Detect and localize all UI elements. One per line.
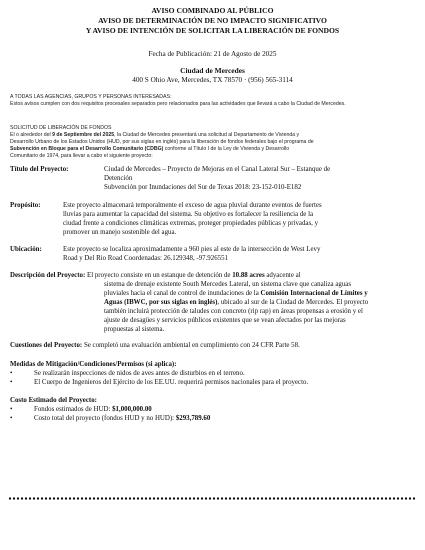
purpose-line-2: lluvias para aumentar la capacidad del sistema. Su objetivo es fortalecer la resiliencia de la bbox=[63, 211, 314, 218]
location-label: Ubicación: bbox=[10, 246, 42, 253]
description-line-5: también incluirá protección de taludes con concreto (rip rap) en áreas propensas a erosión y el bbox=[104, 308, 363, 315]
description-line-1: Descripción del Proyecto: El proyecto consiste en un estanque de detención de 10.88 acres adyacente al bbox=[10, 272, 301, 279]
purpose-line-1: Este proyecto almacenará temporalmente el exceso de agua pluvial durante eventos de fuertes bbox=[63, 202, 322, 209]
location-line-1: Este proyecto se localiza aproximadamente a 960 pies al este de la intersección de West Levy bbox=[63, 246, 321, 253]
rrof-line-1: El o alrededor del 9 de Septiembre del 2025, la Ciudad de Mercedes presentará una solicitud al Departamento de Vivienda y bbox=[10, 132, 300, 138]
project-title-line-3: Subvención por Inundaciones del Sur de Texas 2018: 23-152-010-E182 bbox=[104, 184, 302, 191]
bullet-icon: • bbox=[10, 406, 13, 413]
mitigation-item-1: Se realizarán inspecciones de nidos de aves antes de disturbios en el terreno. bbox=[34, 370, 245, 377]
bullet-icon: • bbox=[10, 415, 13, 422]
rrof-line-4: Comunitario de 1974, para llevar a cabo el siguiente proyecto: bbox=[10, 153, 153, 159]
org-name: Ciudad de Mercedes bbox=[180, 66, 245, 75]
cost-item-2: Costo total del proyecto (fondos HUD y no HUD): $293,789.60 bbox=[34, 415, 211, 422]
location-line-2: Road y Del Rio Road Coordenadas: 26.129348, -97.926551 bbox=[63, 255, 228, 262]
bullet-icon: • bbox=[10, 379, 13, 386]
mitigation-heading: Medidas de Mitigación/Condiciones/Permisos (si aplica): bbox=[10, 361, 177, 368]
description-line-7: propuestas al sistema. bbox=[104, 326, 165, 333]
project-title-line-1: Ciudad de Mercedes – Proyecto de Mejoras en el Canal Lateral Sur – Estanque de bbox=[104, 166, 331, 173]
to-all-heading: A TODAS LAS AGENCIAS, GRUPOS Y PERSONAS INTERESADAS: bbox=[10, 94, 172, 100]
purpose-line-3: ciudad frente a condiciones climáticas extremas, proteger propiedades públicas y privadas, y bbox=[63, 220, 319, 227]
environmental-line: Cuestiones del Proyecto: Se completó una evaluación ambiental en cumplimiento con 24 CFR Parte 58. bbox=[10, 342, 300, 349]
header-line-2: AVISO DE DETERMINACIÓN DE NO IMPACTO SIGNIFICATIVO bbox=[98, 16, 327, 25]
mitigation-item-2: El Cuerpo de Ingenieros del Ejército de los EE.UU. requerirá permisos nacionales para el proyecto. bbox=[34, 379, 309, 386]
header-line-3: Y AVISO DE INTENCIÓN DE SOLICITAR LA LIBERACIÓN DE FONDOS bbox=[85, 26, 340, 35]
purpose-label: Propósito: bbox=[10, 202, 41, 209]
description-line-6: ajuste de desagües y servicios públicos existentes que se vean afectados por las mejoras bbox=[104, 317, 346, 324]
rrof-line-2: Desarrollo Urbano de los Estados Unidos (HUD, por sus siglas en inglés) para la liberación de fondos federales bajo el programa de bbox=[10, 139, 314, 145]
dotted-divider bbox=[8, 497, 417, 500]
purpose-line-4: promover un manejo sostenible del agua. bbox=[63, 229, 177, 236]
project-title-line-2: Detención bbox=[104, 175, 133, 182]
to-all-text: Estos avisos cumplen con dos requisitos procesales separados pero relacionados para las actividades que llevará a cabo la Ciudad de Mercedes. bbox=[10, 101, 346, 107]
bullet-icon: • bbox=[10, 370, 13, 377]
description-line-3: pluviales hacia el canal de control de inundaciones de la Comisión Internacional de Límites y bbox=[104, 290, 368, 297]
cost-heading: Costo Estimado del Proyecto: bbox=[10, 397, 97, 404]
rrof-heading: SOLICITUD DE LIBERACIÓN DE FONDOS bbox=[10, 125, 112, 131]
publication-date: Fecha de Publicación: 21 de Agosto de 2025 bbox=[148, 50, 277, 58]
project-title-label: Título del Proyecto: bbox=[10, 166, 69, 173]
rrof-line-3: Subvención en Bloque para el Desarrollo Comunitario (CDBG) conforme al Título I de la Ley de Vivienda y Desarrollo bbox=[10, 146, 290, 152]
header-line-1: AVISO COMBINADO AL PÚBLICO bbox=[151, 6, 274, 15]
description-line-2: sistema de drenaje existente South Mercedes Lateral, un sistema clave que canaliza aguas bbox=[104, 281, 352, 288]
description-line-4: Aguas (IBWC, por sus siglas en inglés), ubicado al sur de la Ciudad de Mercedes. El proyecto bbox=[104, 299, 369, 306]
cost-item-1: Fondos estimados de HUD: $1,000,000.00 bbox=[34, 406, 152, 413]
org-address: 400 S Ohio Ave, Mercedes, TX 78570 · (956) 565-3114 bbox=[132, 76, 293, 84]
